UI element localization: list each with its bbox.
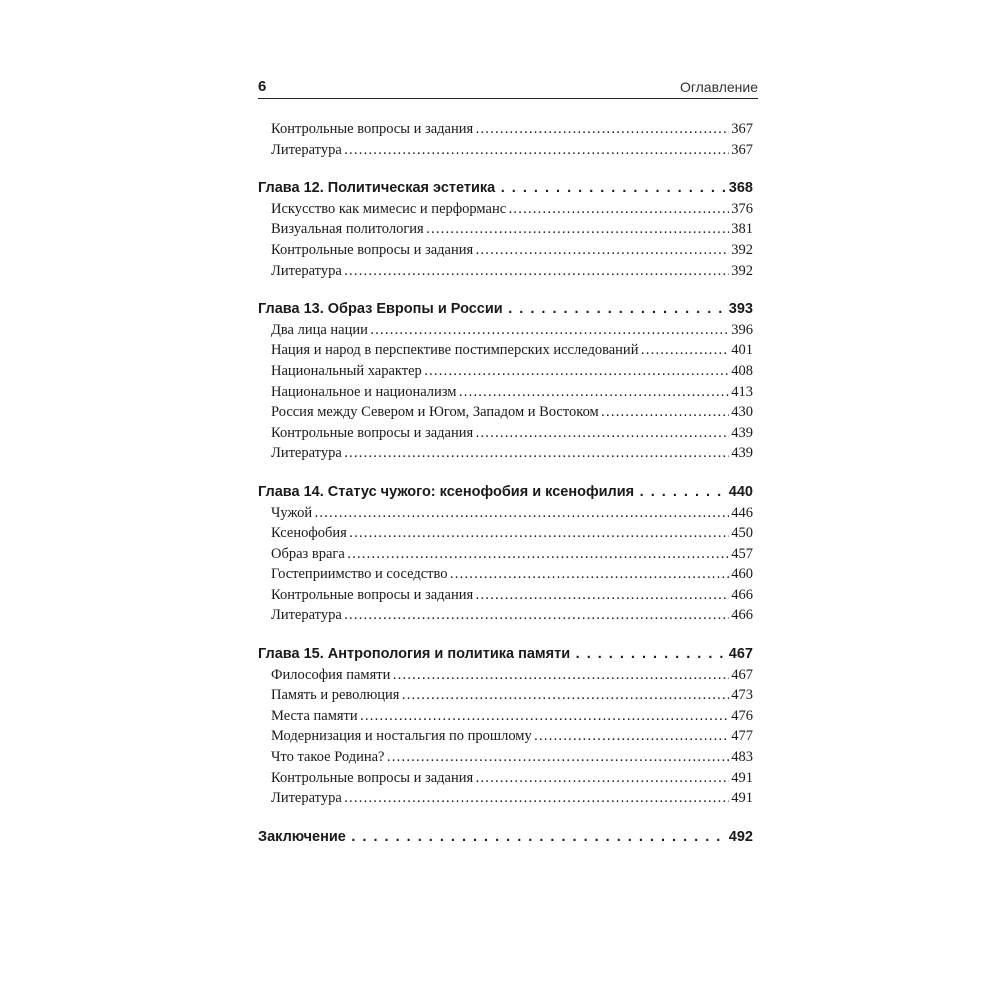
toc-chapter-entry[interactable] [258,644,753,665]
toc-section-entry[interactable] [271,443,753,464]
toc-entry-page: 368 [727,178,753,199]
toc-entry-title: Глава 14. Статус чужого: ксенофобия и ксенофилия [258,483,635,500]
toc-section-entry[interactable] [271,788,753,809]
toc-entry-title: Национальное и национализм [271,383,457,400]
toc-section-entry[interactable] [271,402,753,423]
toc-entry-title: Литература [271,141,342,158]
toc-chapter-entry[interactable] [258,178,753,199]
toc-chapter-entry[interactable] [258,482,753,503]
toc-leader [271,564,753,585]
toc-entry-page: 396 [729,320,753,341]
toc-leader [271,240,753,261]
toc-entry-title: Глава 15. Антропология и политика памяти [258,646,571,663]
toc-section-entry[interactable] [271,564,753,585]
toc-chapter-entry[interactable] [258,299,753,320]
toc-entry-title: Искусство как мимесис и перформанс [271,200,507,217]
toc-entry-title: Нация и народ в перспективе постимперских исследований [271,342,639,359]
toc-leader [271,585,753,606]
toc-entry-title: Контрольные вопросы и задания [271,121,474,137]
toc-entry-title: Гостеприимство и соседство [271,566,448,583]
toc-leader [271,544,753,565]
toc-entry-page: 491 [729,788,753,809]
toc-entry-page: 440 [727,482,753,503]
toc-leader [271,726,753,747]
toc-leader [271,340,753,361]
toc-leader [271,119,753,140]
toc-entry-page: 381 [729,219,753,240]
toc-entry-title: Контрольные вопросы и задания [271,241,474,258]
toc-entry-title: Контрольные вопросы и задания [271,769,474,786]
toc-entry-page: 460 [729,564,753,585]
toc-leader [271,523,753,544]
toc-entry-page: 473 [729,685,753,706]
toc-entry-title: Контрольные вопросы и задания [271,586,474,603]
toc-leader [271,423,753,444]
toc-chapter-entry[interactable] [258,827,753,848]
toc-entry-title: Что такое Родина? [271,749,385,766]
toc-section-entry[interactable] [271,503,753,524]
toc-entry-page: 476 [729,706,753,727]
toc-section-entry[interactable] [271,768,753,789]
toc-leader [271,382,753,403]
toc-entry-title: Модернизация и ностальгия по прошлому [271,728,532,745]
toc-section-entry[interactable] [271,340,753,361]
toc-entry-page: 401 [729,340,753,361]
toc-entry-page: 392 [729,261,753,282]
toc-entry-title: Философия памяти [271,666,391,683]
toc-leader [271,665,753,686]
toc-section-entry[interactable] [271,320,753,341]
toc-entry-page: 392 [729,240,753,261]
toc-entry-title: Глава 12. Политическая эстетика [258,180,496,197]
toc-entry-title: Литература [271,262,342,279]
toc-section-entry[interactable] [271,423,753,444]
toc-entry-title: Память и революция [271,687,400,704]
toc-entry-title: Национальный характер [271,362,422,379]
toc-section-entry[interactable] [271,523,753,544]
page-number: 6 [258,78,267,95]
table-of-contents [258,119,753,847]
toc-leader [271,706,753,727]
toc-entry-page: 466 [729,605,753,626]
toc-entry-title: Литература [271,445,342,462]
toc-section-entry[interactable] [271,119,753,140]
toc-entry-title: Литература [271,607,342,624]
toc-section-entry[interactable] [271,199,753,220]
toc-section-entry[interactable] [271,240,753,261]
toc-entry-page: 367 [729,119,753,140]
toc-entry-page: 446 [729,503,753,524]
toc-entry-page: 477 [729,726,753,747]
toc-entry-page: 376 [729,199,753,220]
toc-entry-title: Контрольные вопросы и задания [271,424,474,441]
toc-leader [258,827,753,848]
toc-entry-title: Ксенофобия [271,525,347,542]
toc-leader [271,402,753,423]
toc-entry-page: 393 [727,299,753,320]
toc-entry-title: Литература [271,790,342,807]
toc-entry-page: 439 [729,423,753,444]
toc-entry-page: 466 [729,585,753,606]
toc-entry-page: 492 [727,827,753,848]
page-header [258,76,758,99]
toc-leader [258,299,753,320]
toc-leader [258,178,753,199]
toc-entry-title: Образ врага [271,545,345,562]
toc-leader [271,199,753,220]
toc-section-entry[interactable] [271,261,753,282]
toc-section-entry[interactable] [271,140,753,161]
toc-leader [271,361,753,382]
toc-entry-page: 467 [729,665,753,686]
toc-entry-title: Глава 13. Образ Европы и России [258,301,503,318]
toc-entry-title: Заключение [258,828,346,845]
toc-leader [271,685,753,706]
toc-entry-page: 483 [729,747,753,768]
toc-section-entry[interactable] [271,605,753,626]
toc-entry-title: Россия между Севером и Югом, Западом и Востоком [271,404,599,421]
toc-entry-title: Места памяти [271,707,358,724]
toc-entry-page: 430 [729,402,753,423]
toc-section-entry[interactable] [271,706,753,727]
toc-section-entry[interactable] [271,382,753,403]
toc-entry-title: Чужой [271,504,313,521]
toc-leader [271,320,753,341]
toc-leader [258,644,753,665]
toc-leader [271,768,753,789]
toc-section-entry[interactable] [271,665,753,686]
toc-section-entry[interactable] [271,585,753,606]
toc-entry-page: 439 [729,443,753,464]
toc-entry-page: 408 [729,361,753,382]
toc-entry-page: 467 [727,644,753,665]
toc-entry-page: 457 [729,544,753,565]
toc-section-entry[interactable] [271,219,753,240]
toc-leader [271,443,753,464]
toc-leader [271,140,753,161]
toc-leader [271,503,753,524]
toc-leader [258,482,753,503]
toc-entry-title: Два лица нации [271,321,368,338]
toc-leader [271,261,753,282]
running-head: Оглавление [679,79,758,95]
toc-leader [271,605,753,626]
toc-entry-page: 450 [729,523,753,544]
toc-section-entry[interactable] [271,685,753,706]
toc-section-entry[interactable] [271,726,753,747]
toc-entry-page: 413 [729,382,753,403]
toc-section-entry[interactable] [271,544,753,565]
toc-leader [271,788,753,809]
toc-leader [271,747,753,768]
toc-entry-page: 367 [729,140,753,161]
toc-entry-title: Визуальная политология [271,221,424,238]
toc-section-entry[interactable] [271,361,753,382]
toc-leader [271,219,753,240]
toc-section-entry[interactable] [271,747,753,768]
toc-entry-page: 491 [729,768,753,789]
